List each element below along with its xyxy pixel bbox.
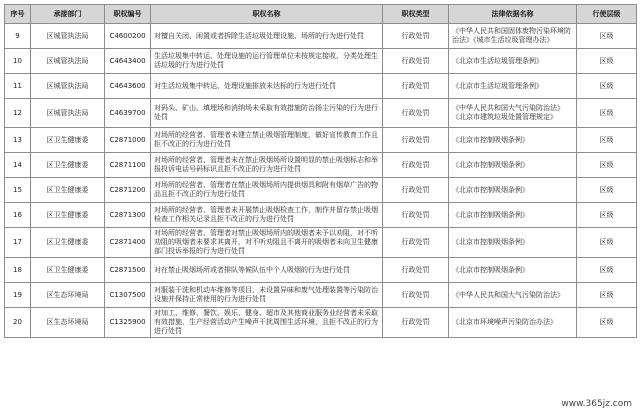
cell-law: 《北京市控制吸烟条例》 (449, 258, 577, 283)
cell-law: 《北京市生活垃圾管理条例》 (449, 74, 577, 99)
cell-name: 对场所的经营者、管理者在禁止吸烟场所内提供烟具和附有烟草广告的物品且拒不改正的行为进行处罚 (151, 178, 383, 203)
cell-law: 《北京市生活垃圾管理条例》 (449, 49, 577, 74)
cell-law: 《中华人民共和国固体废物污染环境防治法》《城市生活垃圾管理办法》 (449, 24, 577, 49)
cell-name: 对服装干洗和机动车维修等项目，未设置异味和废气处理装置等污染防治设施并保持正常使用的行为进行处罚 (151, 283, 383, 308)
cell-dept: 区卫生健康委 (31, 203, 105, 228)
cell-seq: 11 (5, 74, 31, 99)
cell-name: 生活垃圾集中转运、处理设施的运行管理单位未按规定接收、分类处理生活垃圾的行为进行处罚 (151, 49, 383, 74)
table-row (5, 128, 637, 153)
table-row (5, 178, 637, 203)
cell-name: 对码头、矿山、填埋场和消纳场未采取有效措施防治扬尘污染的行为进行处罚 (151, 99, 383, 128)
header-level: 行使层级 (577, 5, 637, 24)
cell-code: C2871500 (105, 258, 151, 283)
cell-law: 《中华人民共和国大气污染防治法》 (449, 283, 577, 308)
cell-level: 区级 (577, 24, 637, 49)
cell-type: 行政处罚 (383, 99, 449, 128)
cell-law: 《北京市控制吸烟条例》 (449, 228, 577, 258)
cell-code: C2871200 (105, 178, 151, 203)
cell-type: 行政处罚 (383, 49, 449, 74)
cell-type: 行政处罚 (383, 153, 449, 178)
cell-seq: 12 (5, 99, 31, 128)
cell-level: 区级 (577, 178, 637, 203)
table-row (5, 308, 637, 338)
cell-type: 行政处罚 (383, 258, 449, 283)
cell-name: 对擅自关闭、闲置或者拆除生活垃圾处理设施、场所的行为进行处罚 (151, 24, 383, 49)
table-row (5, 203, 637, 228)
cell-code: C4643400 (105, 49, 151, 74)
cell-code: C4643600 (105, 74, 151, 99)
cell-name: 对生活垃圾集中转运、处理设施排放未达标的行为进行处罚 (151, 74, 383, 99)
cell-name: 对场所的经营者、管理者对禁止吸烟场所内的吸烟者未予以劝阻，对不听劝阻的吸烟者未要求其离开，对不听劝阻且不离开的吸烟者未向卫生健康部门投诉举报的行为进行处罚 (151, 228, 383, 258)
cell-code: C1325900 (105, 308, 151, 338)
cell-name: 对在禁止吸烟场所或者排队等候队伍中个人吸烟的行为进行处罚 (151, 258, 383, 283)
cell-name: 对加工、维修、餐饮、娱乐、健身、超市及其他商业服务业经营者未采取有效措施，生产经营活动产生噪声干扰周围生活环境，且拒不改正的行为进行处罚 (151, 308, 383, 338)
cell-name: 对场所的经营者、管理者未在禁止吸烟场所设置明显的禁止吸烟标志和举报投诉电话号码标识且拒不改正的行为进行处罚 (151, 153, 383, 178)
cell-level: 区级 (577, 283, 637, 308)
cell-seq: 20 (5, 308, 31, 338)
cell-code: C2871000 (105, 128, 151, 153)
table-row (5, 258, 637, 283)
cell-code: C4600200 (105, 24, 151, 49)
cell-seq: 14 (5, 153, 31, 178)
cell-type: 行政处罚 (383, 128, 449, 153)
cell-code: C1307500 (105, 283, 151, 308)
table-row (5, 99, 637, 128)
cell-type: 行政处罚 (383, 283, 449, 308)
header-dept: 承接部门 (31, 5, 105, 24)
cell-dept: 区生态环境局 (31, 308, 105, 338)
cell-type: 行政处罚 (383, 178, 449, 203)
cell-seq: 18 (5, 258, 31, 283)
cell-seq: 16 (5, 203, 31, 228)
cell-dept: 区城管执法局 (31, 24, 105, 49)
cell-level: 区级 (577, 308, 637, 338)
site-watermark: www.365jz.com (561, 399, 632, 409)
cell-dept: 区卫生健康委 (31, 258, 105, 283)
authority-table (4, 4, 637, 338)
cell-dept: 区卫生健康委 (31, 153, 105, 178)
cell-type: 行政处罚 (383, 228, 449, 258)
table-row (5, 49, 637, 74)
cell-name: 对场所的经营者、管理者未建立禁止吸烟管理制度，做好宣传教育工作且拒不改正的行为进行处罚 (151, 128, 383, 153)
cell-dept: 区卫生健康委 (31, 178, 105, 203)
header-law: 法律依据名称 (449, 5, 577, 24)
cell-type: 行政处罚 (383, 203, 449, 228)
cell-seq: 19 (5, 283, 31, 308)
header-row (5, 5, 637, 24)
cell-law: 《北京市控制吸烟条例》 (449, 203, 577, 228)
cell-type: 行政处罚 (383, 74, 449, 99)
cell-level: 区级 (577, 258, 637, 283)
header-seq: 序号 (5, 5, 31, 24)
cell-level: 区级 (577, 99, 637, 128)
cell-type: 行政处罚 (383, 24, 449, 49)
cell-dept: 区卫生健康委 (31, 128, 105, 153)
cell-level: 区级 (577, 203, 637, 228)
cell-seq: 17 (5, 228, 31, 258)
table-header (5, 5, 637, 24)
cell-level: 区级 (577, 228, 637, 258)
cell-name: 对场所的经营者、管理者未开展禁止吸烟检查工作，制作并留存禁止吸烟检查工作相关记录且拒不改正的行为进行处罚 (151, 203, 383, 228)
cell-code: C2871300 (105, 203, 151, 228)
cell-seq: 9 (5, 24, 31, 49)
table-row (5, 74, 637, 99)
table-body (5, 24, 637, 338)
cell-level: 区级 (577, 74, 637, 99)
cell-dept: 区城管执法局 (31, 49, 105, 74)
header-type: 职权类型 (383, 5, 449, 24)
cell-seq: 15 (5, 178, 31, 203)
cell-code: C2871400 (105, 228, 151, 258)
cell-dept: 区城管执法局 (31, 99, 105, 128)
cell-dept: 区卫生健康委 (31, 228, 105, 258)
cell-dept: 区生态环境局 (31, 283, 105, 308)
cell-seq: 10 (5, 49, 31, 74)
header-name: 职权名称 (151, 5, 383, 24)
table-row (5, 153, 637, 178)
cell-level: 区级 (577, 153, 637, 178)
cell-law: 《北京市环境噪声污染防治办法》 (449, 308, 577, 338)
cell-level: 区级 (577, 128, 637, 153)
table-row (5, 283, 637, 308)
cell-dept: 区城管执法局 (31, 74, 105, 99)
cell-law: 《中华人民共和国大气污染防治法》《北京市建筑垃圾处置管理规定》 (449, 99, 577, 128)
cell-type: 行政处罚 (383, 308, 449, 338)
header-code: 职权编号 (105, 5, 151, 24)
cell-code: C2871100 (105, 153, 151, 178)
cell-code: C4639700 (105, 99, 151, 128)
cell-seq: 13 (5, 128, 31, 153)
table-row (5, 24, 637, 49)
cell-law: 《北京市控制吸烟条例》 (449, 128, 577, 153)
cell-law: 《北京市控制吸烟条例》 (449, 153, 577, 178)
table-row (5, 228, 637, 258)
cell-level: 区级 (577, 49, 637, 74)
cell-law: 《北京市控制吸烟条例》 (449, 178, 577, 203)
